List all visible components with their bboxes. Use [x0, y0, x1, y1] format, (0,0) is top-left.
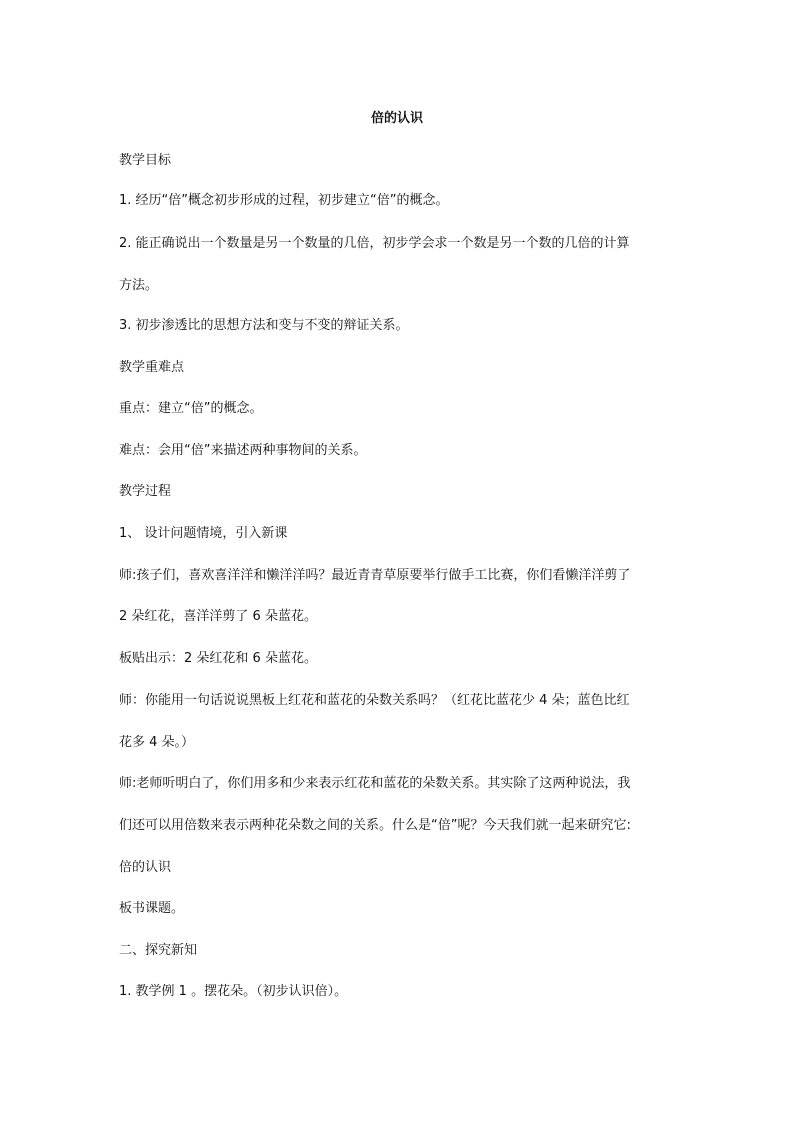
paragraph-line: 倍的认识 [119, 860, 172, 875]
heading-teaching-process: 教学过程 [119, 484, 172, 499]
key-point: 重点：建立“倍”的概念。 [119, 401, 263, 416]
paragraph-line: 花多 4 朵。） [119, 735, 195, 750]
process-step-1: 1、 设计问题情境，引入新课 [119, 526, 288, 541]
difficult-point: 难点：会用“倍”来描述两种事物间的关系。 [119, 443, 367, 458]
paragraph-line: 板书课题。 [119, 901, 185, 916]
heading-key-difficult-points: 教学重难点 [119, 360, 185, 375]
paragraph-line: 板贴出示：2 朵红花和 6 朵蓝花。 [119, 651, 317, 666]
goal-1: 1. 经历“倍”概念初步形成的过程，初步建立“倍”的概念。 [119, 193, 449, 208]
paragraph-line: 们还可以用倍数来表示两种花朵数之间的关系。什么是“倍”呢？今天我们就一起来研究它: [119, 818, 631, 833]
paragraph-line: 师：你能用一句话说说黑板上红花和蓝花的朵数关系吗？（红花比蓝花少 4 朵；蓝色比红 [119, 693, 630, 708]
paragraph-line: 师:孩子们，喜欢喜洋洋和懒洋洋吗？最近青青草原要举行做手工比赛，你们看懒洋洋剪了 [119, 568, 631, 583]
document-title: 倍的认识 [370, 111, 423, 126]
goal-3: 3. 初步渗透比的思想方法和变与不变的辩证关系。 [119, 318, 409, 333]
paragraph-line: 2 朵红花，喜洋洋剪了 6 朵蓝花。 [119, 609, 317, 624]
heading-explore-new-knowledge: 二、探究新知 [119, 943, 198, 958]
goal-2: 2. 能正确说出一个数量是另一个数量的几倍，初步学会求一个数是另一个数的几倍的计算 [119, 236, 630, 251]
paragraph-line: 师:老师听明白了，你们用多和少来表示红花和蓝花的朵数关系。其实除了这两种说法，我 [119, 776, 631, 791]
goal-2-continued: 方法。 [119, 278, 159, 293]
example-1-line: 1. 教学例 1 。摆花朵。（初步认识倍）。 [119, 984, 348, 999]
heading-teaching-goals: 教学目标 [119, 153, 172, 168]
